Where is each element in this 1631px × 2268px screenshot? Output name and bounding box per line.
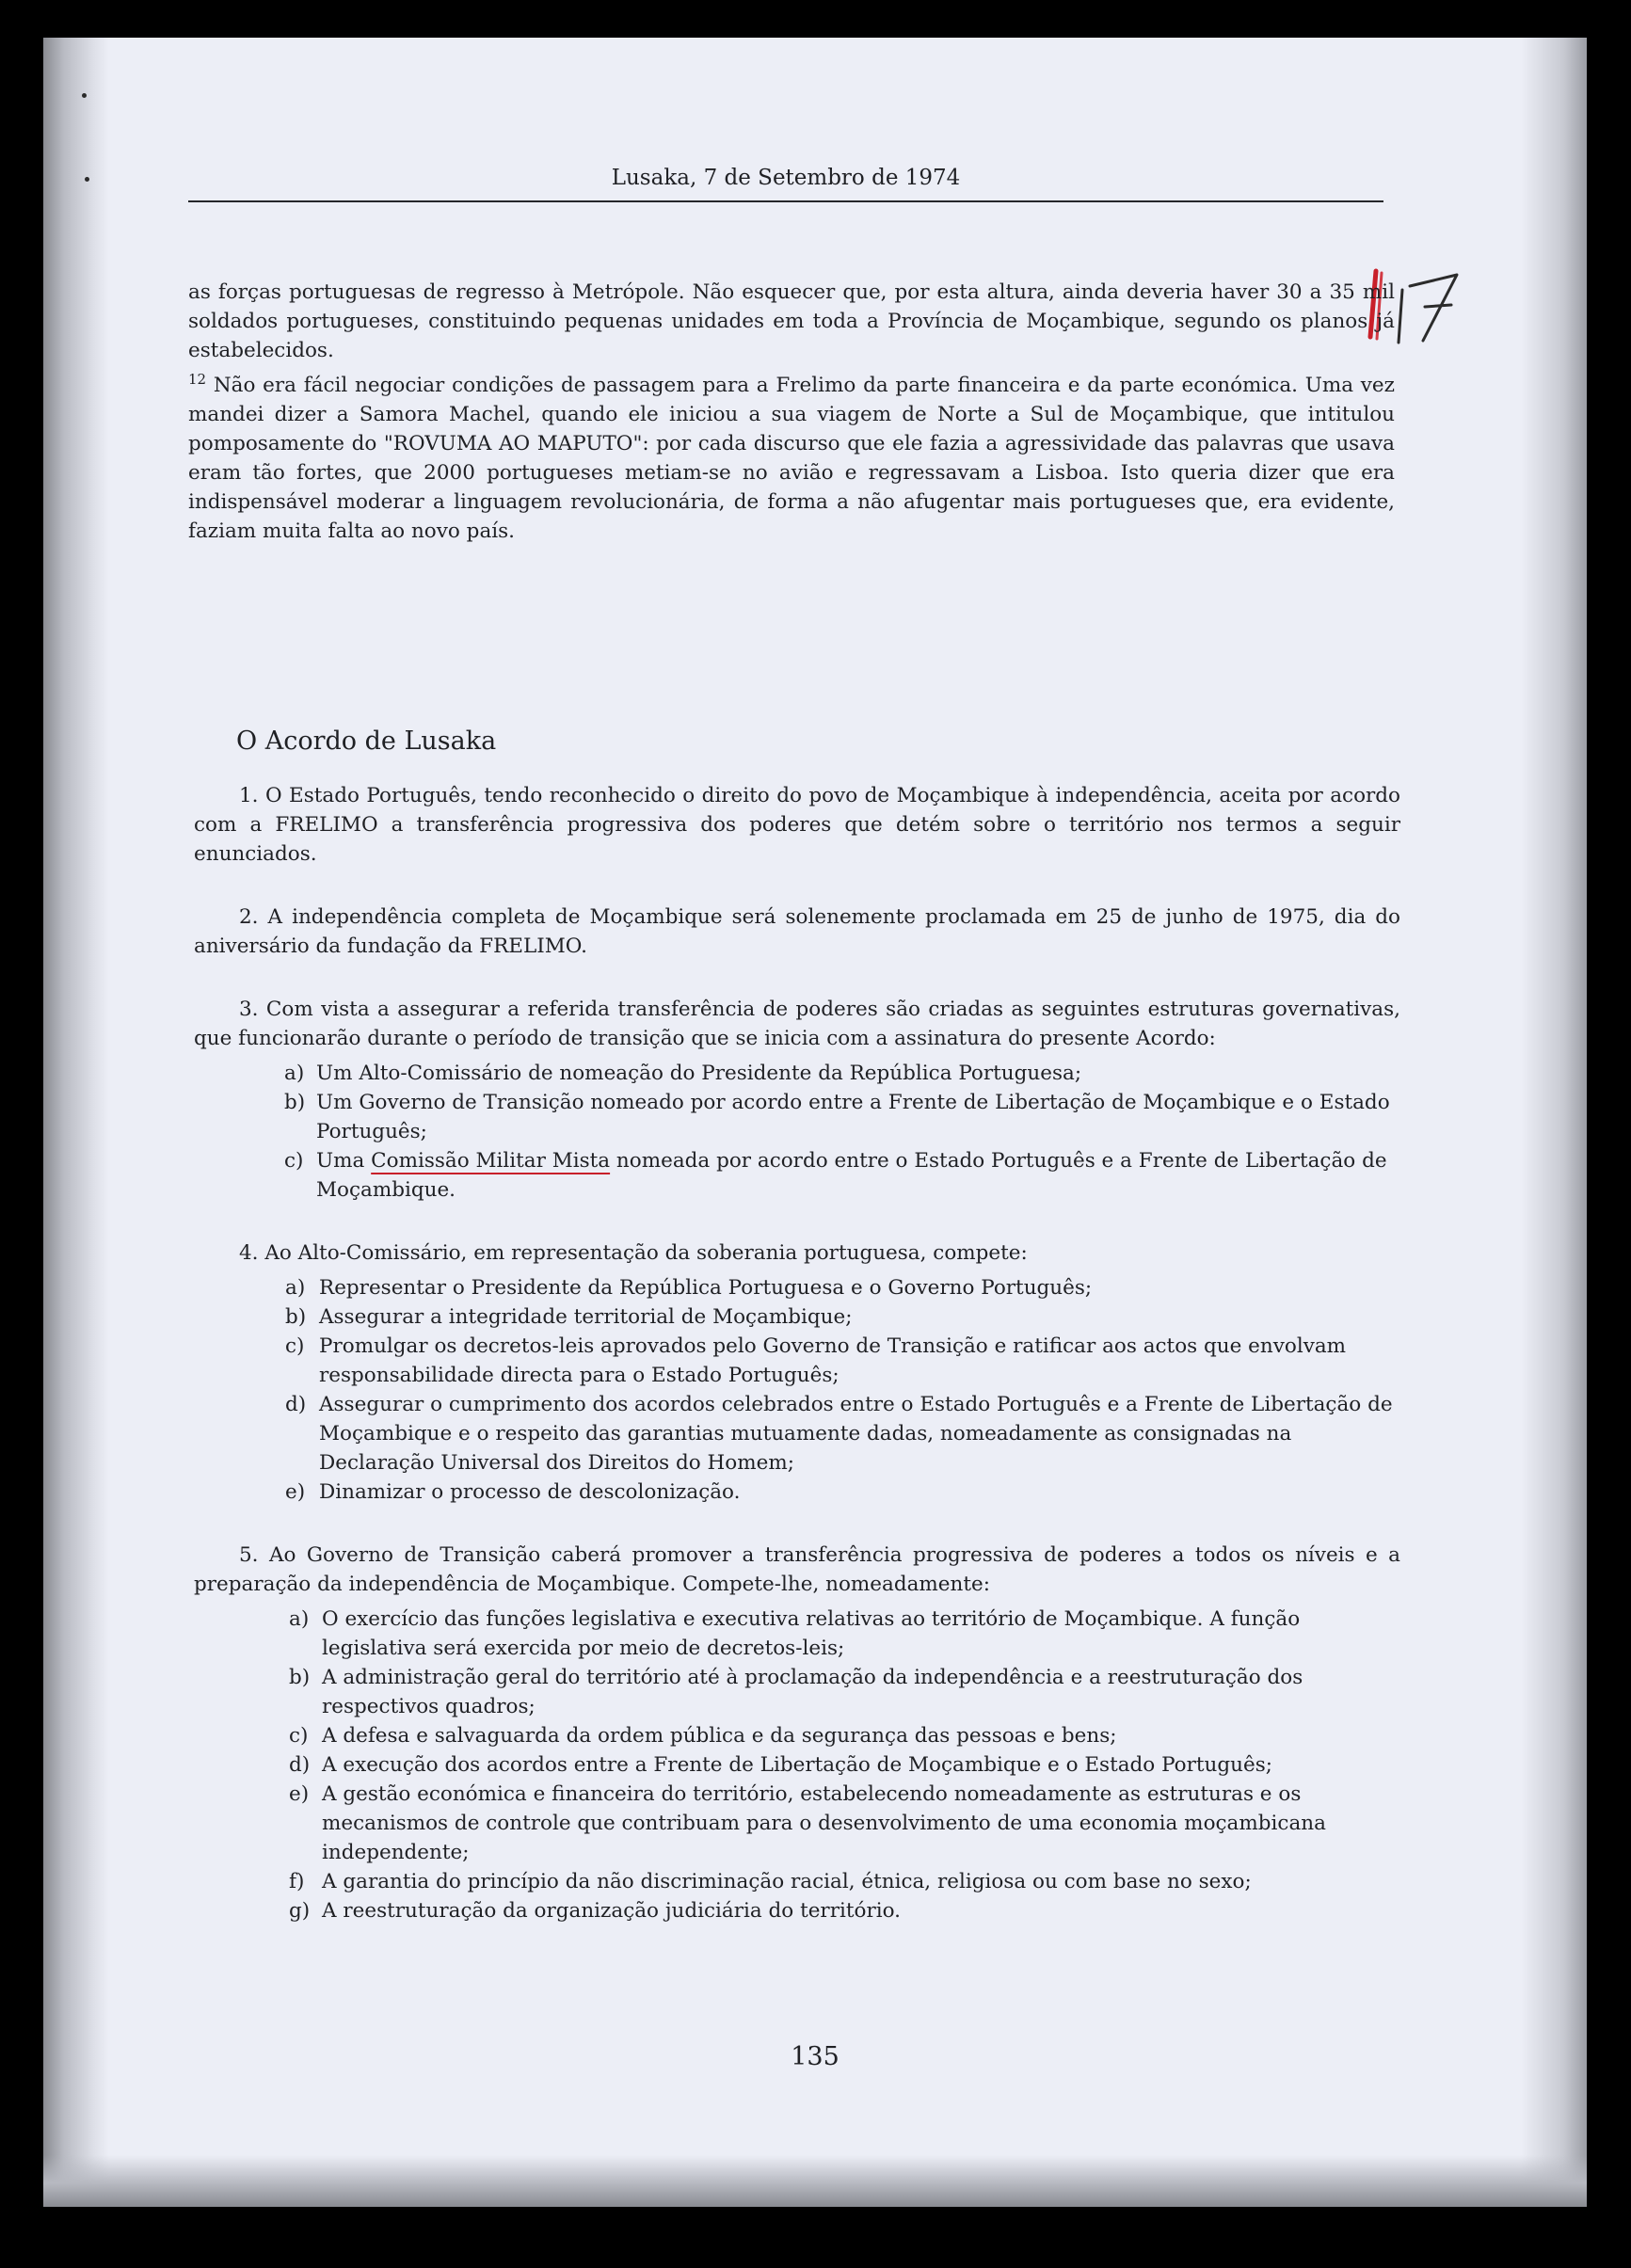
clause-2-text: 2. A independência completa de Moçambique será solenemente proclamada em 25 de junho de 1975, dia do aniversário da fundação da FRELIMO.	[194, 905, 1400, 958]
scan-speck	[82, 93, 87, 98]
list-item-text: Um Alto-Comissário de nomeação do Presidente da República Portuguesa;	[316, 1062, 1082, 1085]
red-underlined-phrase: Comissão Militar Mista	[371, 1149, 611, 1173]
list-item-text: Um Governo de Transição nomeado por acordo entre a Frente de Libertação de Moçambique e o Estado Português;	[316, 1091, 1390, 1143]
list-item-text: A execução dos acordos entre a Frente de Libertação de Moçambique e o Estado Português;	[322, 1753, 1272, 1777]
list-item	[194, 1896, 1400, 1925]
agreement-body	[194, 781, 1400, 1959]
list-marker: d)	[289, 1753, 311, 1777]
list-marker: a)	[289, 1607, 310, 1631]
list-marker: b)	[284, 1091, 306, 1114]
footnote-marker: 12	[188, 371, 207, 388]
list-item	[194, 1146, 1400, 1205]
scan-shadow-left	[43, 38, 109, 2207]
list-item	[194, 1332, 1400, 1390]
list-item	[194, 1780, 1400, 1867]
list-marker: e)	[285, 1480, 306, 1504]
clause-4-lead: 4. Ao Alto-Comissário, em representação da soberania portuguesa, compete:	[239, 1241, 1028, 1265]
list-marker: g)	[289, 1899, 311, 1923]
list-item-text: Assegurar a integridade territorial de Moçambique;	[319, 1305, 853, 1329]
list-item-text: Dinamizar o processo de descolonização.	[319, 1480, 741, 1504]
list-marker: f)	[289, 1870, 305, 1893]
list-item	[194, 1663, 1400, 1721]
handwritten-page-mark-text: 17	[1361, 262, 1363, 263]
list-item	[194, 1750, 1400, 1780]
list-item-text: A defesa e salvaguarda da ordem pública e da segurança das pessoas e bens;	[322, 1724, 1117, 1748]
list-item-text: Representar o Presidente da República Portuguesa e o Governo Português;	[319, 1276, 1093, 1300]
clause-3-list	[194, 1059, 1400, 1205]
list-item-text: Promulgar os decretos-leis aprovados pelo Governo de Transição e ratificar aos actos que envolvam responsabilidade directa para o Estado Português;	[319, 1334, 1347, 1387]
clause-3-lead: 3. Com vista a assegurar a referida transferência de poderes são criadas as seguintes estruturas governativas, que funcionarão durante o período de transição que se inicia com a assinatura do presente Acordo:	[194, 998, 1400, 1050]
page-header: Lusaka, 7 de Setembro de 1974	[611, 166, 961, 190]
clause-5-list	[194, 1605, 1400, 1925]
list-item	[194, 1867, 1400, 1896]
list-marker: c)	[284, 1149, 304, 1173]
list-marker: a)	[284, 1062, 305, 1085]
clause-4	[194, 1238, 1400, 1507]
list-item	[194, 1721, 1400, 1750]
clause-1-text: 1. O Estado Português, tendo reconhecido o direito do povo de Moçambique à independência, aceita por acordo com a FRELIMO a transferência progressiva dos poderes que detém sobre o território nos termos a seguir enunciados.	[194, 784, 1400, 866]
page-number: 135	[791, 2042, 839, 2071]
list-item-text: O exercício das funções legislativa e executiva relativas ao território de Moçambique. A função legislativa será exercida por meio de decretos-leis;	[322, 1607, 1301, 1660]
clause-3	[194, 995, 1400, 1205]
list-marker: e)	[289, 1782, 310, 1806]
list-item	[194, 1605, 1400, 1663]
list-item-text: A reestruturação da organização judiciária do território.	[322, 1899, 901, 1923]
list-marker: b)	[285, 1305, 307, 1329]
clause-5-lead: 5. Ao Governo de Transição caberá promover a transferência progressiva de poderes a todos os níveis e a preparação da independência de Moçambique. Compete-lhe, nomeadamente:	[194, 1543, 1400, 1596]
scanned-page	[43, 38, 1587, 2207]
list-item-text: Assegurar o cumprimento dos acordos celebrados entre o Estado Português e a Frente de Libertação de Moçambique e o respeito das garantias mutuamente dadas, nomeadamente as consignadas na Declaração Universal dos Direitos do Homem;	[319, 1393, 1393, 1475]
list-marker: b)	[289, 1666, 311, 1689]
clause-2	[194, 902, 1400, 961]
list-item-text: A garantia do princípio da não discriminação racial, étnica, religiosa ou com base no sexo;	[322, 1870, 1252, 1893]
footnote-12	[188, 365, 1395, 546]
footnotes-block	[188, 278, 1395, 546]
list-item	[194, 1088, 1400, 1146]
list-item-text-before: Uma	[316, 1149, 372, 1173]
list-marker: c)	[285, 1334, 305, 1358]
clause-1	[194, 781, 1400, 869]
header-rule	[188, 200, 1383, 202]
list-item	[194, 1059, 1400, 1088]
list-item	[194, 1390, 1400, 1477]
list-item-text: A administração geral do território até à proclamação da independência e a reestruturação dos respectivos quadros;	[322, 1666, 1303, 1718]
list-item	[194, 1477, 1400, 1507]
footnote-continuation: as forças portuguesas de regresso à Metrópole. Não esquecer que, por esta altura, ainda deveria haver 30 a 35 mil soldados portugueses, constituindo pequenas unidades em toda a Província de Moçambique, segundo os planos já estabelecidos.	[188, 280, 1395, 362]
scan-speck	[85, 177, 89, 182]
clause-4-list	[194, 1273, 1400, 1507]
section-title: O Acordo de Lusaka	[236, 727, 497, 756]
list-marker: c)	[289, 1724, 309, 1748]
list-item-text-after: nomeada por acordo entre o Estado Português e a Frente de Libertação de Moçambique.	[316, 1149, 1387, 1202]
list-item	[194, 1273, 1400, 1302]
list-item-text: A gestão económica e financeira do território, estabelecendo nomeadamente as estruturas e os mecanismos de controle que contribuam para o desenvolvimento de uma economia moçambicana independente;	[322, 1782, 1326, 1864]
list-marker: d)	[285, 1393, 307, 1416]
list-marker: a)	[285, 1276, 306, 1300]
list-item	[194, 1302, 1400, 1332]
footnote-12-text: Não era fácil negociar condições de passagem para a Frelimo da parte financeira e da parte económica. Uma vez mandei dizer a Samora Machel, quando ele iniciou a sua viagem de Norte a Sul de Moçambique, que intitulou pomposamente do "ROVUMA AO MAPUTO": por cada discurso que ele fazia a agressividade das palavras que usava eram tão fortes, que 2000 portugueses metiam-se no avião e regressavam a Lisboa. Isto queria dizer que era indispensável moderar a linguagem revolucionária, de forma a não afugentar mais portugueses que, era evidente, faziam muita falta ao novo país.	[188, 374, 1395, 544]
scan-shadow-right	[1521, 38, 1587, 2207]
scan-shadow-bottom	[43, 2155, 1587, 2207]
clause-5	[194, 1541, 1400, 1925]
